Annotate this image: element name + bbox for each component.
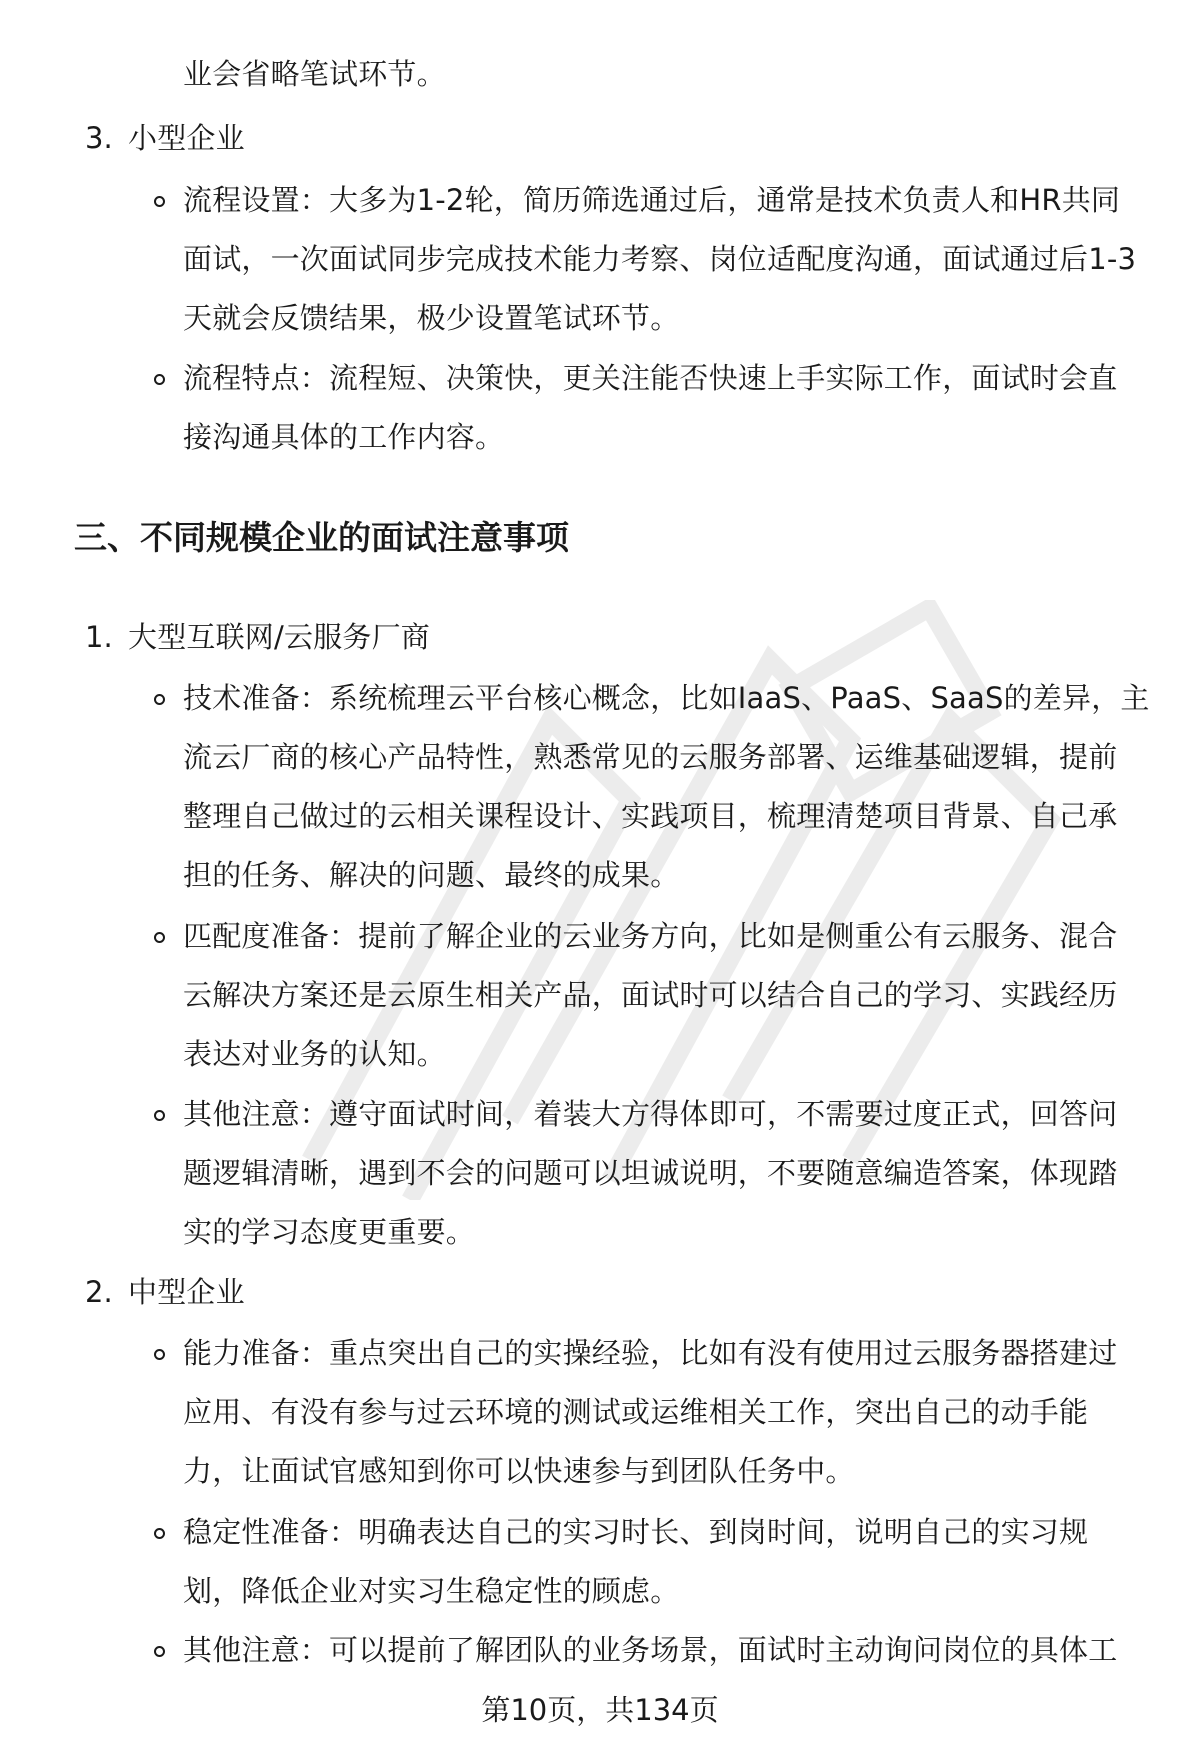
bullet-line: 其他注意：可以提前了解团队的业务场景，面试时主动询问岗位的具体工 bbox=[183, 1633, 1118, 1667]
bullet-line: 接沟通具体的工作内容。 bbox=[183, 420, 505, 454]
section-heading: 三、不同规模企业的面试注意事项 bbox=[74, 518, 569, 557]
bullet-line: 能力准备：重点突出自己的实操经验，比如有没有使用过云服务器搭建过 bbox=[183, 1336, 1118, 1370]
bullet-circle-icon bbox=[154, 374, 165, 385]
list-number: 2. bbox=[85, 1275, 113, 1309]
bullet-line: 面试，一次面试同步完成技术能力考察、岗位适配度沟通，面试通过后1-3 bbox=[183, 242, 1137, 276]
bullet-line: 其他注意：遵守面试时间，着装大方得体即可，不需要过度正式，回答问 bbox=[183, 1097, 1118, 1131]
list-item-title: 大型互联网/云服务厂商 bbox=[128, 620, 430, 654]
bullet-line: 流程设置：大多为1-2轮，简历筛选通过后，通常是技术负责人和HR共同 bbox=[183, 183, 1121, 217]
list-number: 1. bbox=[85, 620, 113, 654]
bullet-line: 应用、有没有参与过云环境的测试或运维相关工作，突出自己的动手能 bbox=[183, 1395, 1089, 1429]
bullet-line: 天就会反馈结果，极少设置笔试环节。 bbox=[183, 301, 680, 335]
bullet-line: 稳定性准备：明确表达自己的实习时长、到岗时间，说明自己的实习规 bbox=[183, 1515, 1089, 1549]
bullet-circle-icon bbox=[154, 1110, 165, 1121]
bullet-circle-icon bbox=[154, 932, 165, 943]
bullet-line: 表达对业务的认知。 bbox=[183, 1037, 446, 1071]
bullet-line: 技术准备：系统梳理云平台核心概念，比如IaaS、PaaS、SaaS的差异，主 bbox=[183, 681, 1150, 715]
bullet-line: 流程特点：流程短、决策快，更关注能否快速上手实际工作，面试时会直 bbox=[183, 361, 1118, 395]
bullet-line: 流云厂商的核心产品特性，熟悉常见的云服务部署、运维基础逻辑，提前 bbox=[183, 740, 1118, 774]
paragraph-continuation: 业会省略笔试环节。 bbox=[183, 57, 446, 91]
list-item-title: 中型企业 bbox=[128, 1275, 245, 1309]
bullet-line: 云解决方案还是云原生相关产品，面试时可以结合自己的学习、实践经历 bbox=[183, 978, 1118, 1012]
bullet-circle-icon bbox=[154, 1646, 165, 1657]
bullet-circle-icon bbox=[154, 694, 165, 705]
bullet-circle-icon bbox=[154, 1349, 165, 1360]
bullet-line: 力，让面试官感知到你可以快速参与到团队任务中。 bbox=[183, 1454, 855, 1488]
bullet-line: 担的任务、解决的问题、最终的成果。 bbox=[183, 858, 680, 892]
page-footer: 第10页，共134页 bbox=[481, 1693, 719, 1727]
bullet-circle-icon bbox=[154, 1528, 165, 1539]
bullet-line: 实的学习态度更重要。 bbox=[183, 1215, 476, 1249]
list-number: 3. bbox=[85, 121, 113, 155]
bullet-line: 题逻辑清晰，遇到不会的问题可以坦诚说明，不要随意编造答案，体现踏 bbox=[183, 1156, 1118, 1190]
list-item-title: 小型企业 bbox=[128, 121, 245, 155]
bullet-circle-icon bbox=[154, 196, 165, 207]
bullet-line: 划，降低企业对实习生稳定性的顾虑。 bbox=[183, 1574, 680, 1608]
bullet-line: 匹配度准备：提前了解企业的云业务方向，比如是侧重公有云服务、混合 bbox=[183, 919, 1118, 953]
bullet-line: 整理自己做过的云相关课程设计、实践项目，梳理清楚项目背景、自己承 bbox=[183, 799, 1118, 833]
